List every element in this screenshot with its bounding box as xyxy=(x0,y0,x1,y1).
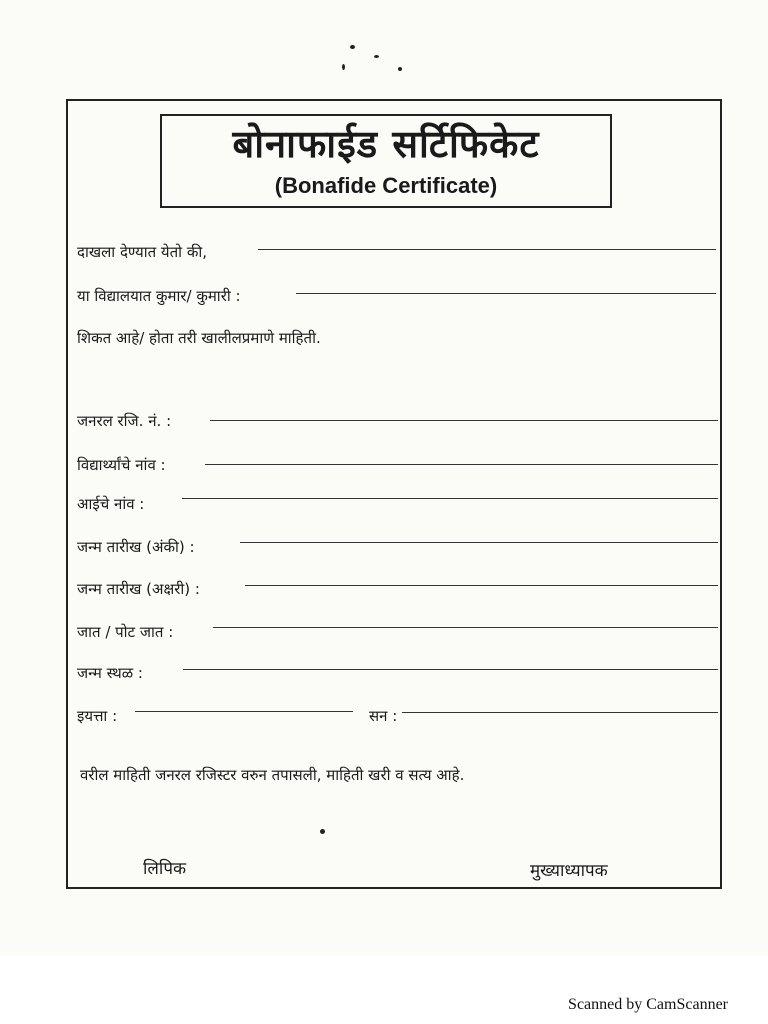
fill-line-standard xyxy=(135,711,353,712)
field-label-student-name: विद्यार्थ्यांचे नांव : xyxy=(77,456,166,474)
declaration-text: वरील माहिती जनरल रजिस्टर वरुन तपासली, माहिती खरी व सत्य आहे. xyxy=(80,766,465,784)
fill-line-mother-name xyxy=(182,498,718,499)
certificate-title-box xyxy=(160,114,612,208)
intro-line-2: या विद्यालयात कुमार/ कुमारी : xyxy=(77,287,241,305)
field-label-birth-place: जन्म स्थळ : xyxy=(77,664,143,682)
field-label-general-reg-no: जनरल रजि. नं. : xyxy=(77,412,172,430)
fill-line-general-reg-no xyxy=(210,420,718,421)
intro-line-1: दाखला देण्यात येतो की, xyxy=(77,243,208,261)
scan-speck xyxy=(342,64,345,70)
field-label-dob-words: जन्म तारीख (अक्षरी) : xyxy=(77,580,200,598)
signature-headmaster: मुख्याध्यापक xyxy=(530,861,608,881)
field-label-mother-name: आईचे नांव : xyxy=(77,495,145,513)
field-label-year: सन : xyxy=(369,707,398,725)
intro-line-3: शिकत आहे/ होता तरी खालीलप्रमाणे माहिती. xyxy=(77,329,321,347)
scan-speck xyxy=(350,45,355,49)
camscanner-watermark: Scanned by CamScanner xyxy=(568,996,728,1013)
scan-speck xyxy=(374,55,379,58)
fill-line-dob-digits xyxy=(240,542,718,543)
certificate-title-english: (Bonafide Certificate) xyxy=(274,173,498,198)
fill-line-student xyxy=(296,293,716,294)
fill-line-intro-1 xyxy=(258,249,716,250)
scan-speck xyxy=(398,67,402,71)
certificate-title-marathi: बोनाफाईड सर्टिफिकेट xyxy=(232,122,540,166)
fill-line-birth-place xyxy=(183,669,718,670)
fill-line-caste xyxy=(213,627,718,628)
field-label-standard: इयत्ता : xyxy=(77,707,118,725)
fill-line-year xyxy=(402,712,718,713)
fill-line-dob-words xyxy=(245,585,718,586)
signature-clerk: लिपिक xyxy=(143,859,187,879)
field-label-caste: जात / पोट जात : xyxy=(77,623,174,641)
field-label-dob-digits: जन्म तारीख (अंकी) : xyxy=(77,538,195,556)
fill-line-student-name xyxy=(205,464,718,465)
